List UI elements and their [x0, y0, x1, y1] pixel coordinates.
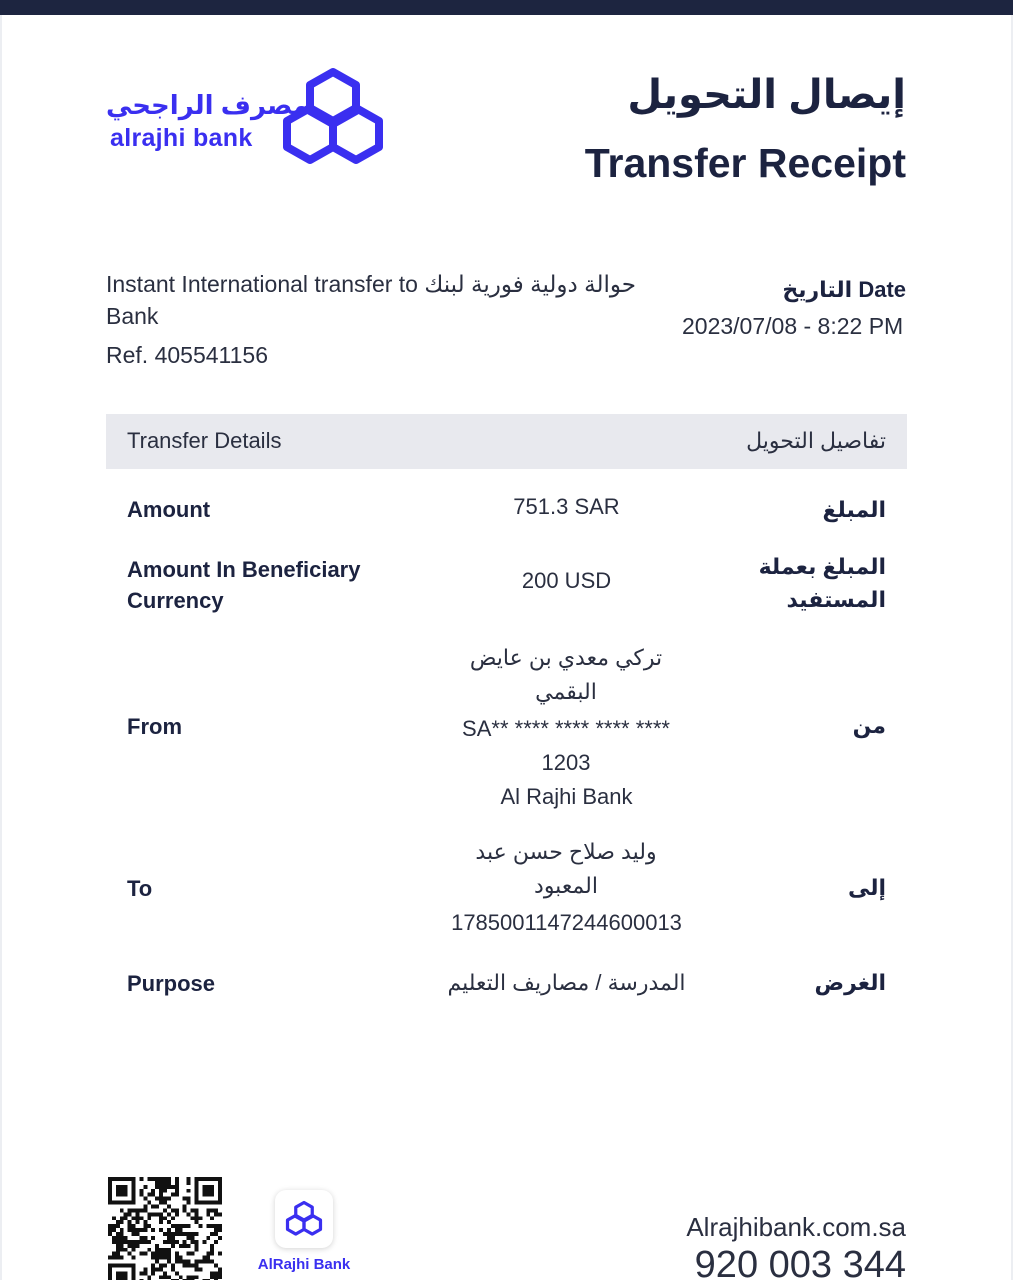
from-label-arabic: من [852, 713, 886, 738]
reference-number: Ref. 405541156 [106, 342, 268, 368]
sender-account: SA** **** **** **** **** 1203 [462, 716, 670, 775]
transfer-details-header [106, 414, 907, 469]
beneficiary-amount-label-arabic: المبلغ بعملة المستفيد [758, 554, 886, 612]
phone-number[interactable]: 920 003 344 [694, 1244, 906, 1286]
from-label: From [127, 714, 182, 739]
logo-arabic-text: مصرف الراجحي [106, 90, 309, 120]
beneficiary-amount-label: Amount In Beneficiary Currency [127, 557, 361, 613]
website-link[interactable]: Alrajhibank.com.sa [686, 1212, 906, 1242]
app-label: AlRajhi Bank [257, 1256, 351, 1273]
alrajhi-logo [100, 66, 390, 170]
amount-label: Amount [127, 497, 211, 522]
amount-value: 751.3 SAR [513, 494, 620, 519]
recipient-account: 1785001147244600013 [451, 910, 682, 935]
alrajhi-logo-icon [280, 66, 386, 170]
top-bar [0, 0, 1013, 15]
alrajhi-app-icon [275, 1190, 333, 1248]
receipt-title-arabic: إيصال التحويل [627, 73, 906, 117]
date-label: التاريخ Date [782, 277, 906, 302]
receipt-title: Transfer Receipt [584, 140, 906, 186]
app-logo-icon [285, 1200, 323, 1238]
amount-label-arabic: المبلغ [822, 497, 886, 522]
sender-name: تركي معدي بن عايض البقمي [469, 645, 663, 704]
section-title: Transfer Details [127, 428, 282, 453]
beneficiary-amount-value: 200 USD [521, 568, 612, 593]
to-label: To [127, 876, 153, 901]
date-value: 2023/07/08 - 8:22 PM [682, 313, 904, 339]
purpose-label: Purpose [127, 971, 216, 996]
transfer-description: Instant International transfer to حوالة دولية فورية لبنك Bank [106, 271, 636, 329]
section-title-arabic: تفاصيل التحويل [746, 428, 886, 453]
purpose-label-arabic: الغرض [814, 970, 886, 995]
recipient-name: وليد صلاح حسن عبد المعبود [475, 839, 657, 898]
to-label-arabic: إلى [847, 875, 886, 900]
left-edge [0, 15, 2, 1280]
logo-english-text: alrajhi bank [110, 124, 253, 152]
qr-code-icon [108, 1177, 222, 1280]
sender-bank: Al Rajhi Bank [500, 784, 633, 809]
purpose-value: المدرسة / مصاريف التعليم [447, 970, 686, 995]
